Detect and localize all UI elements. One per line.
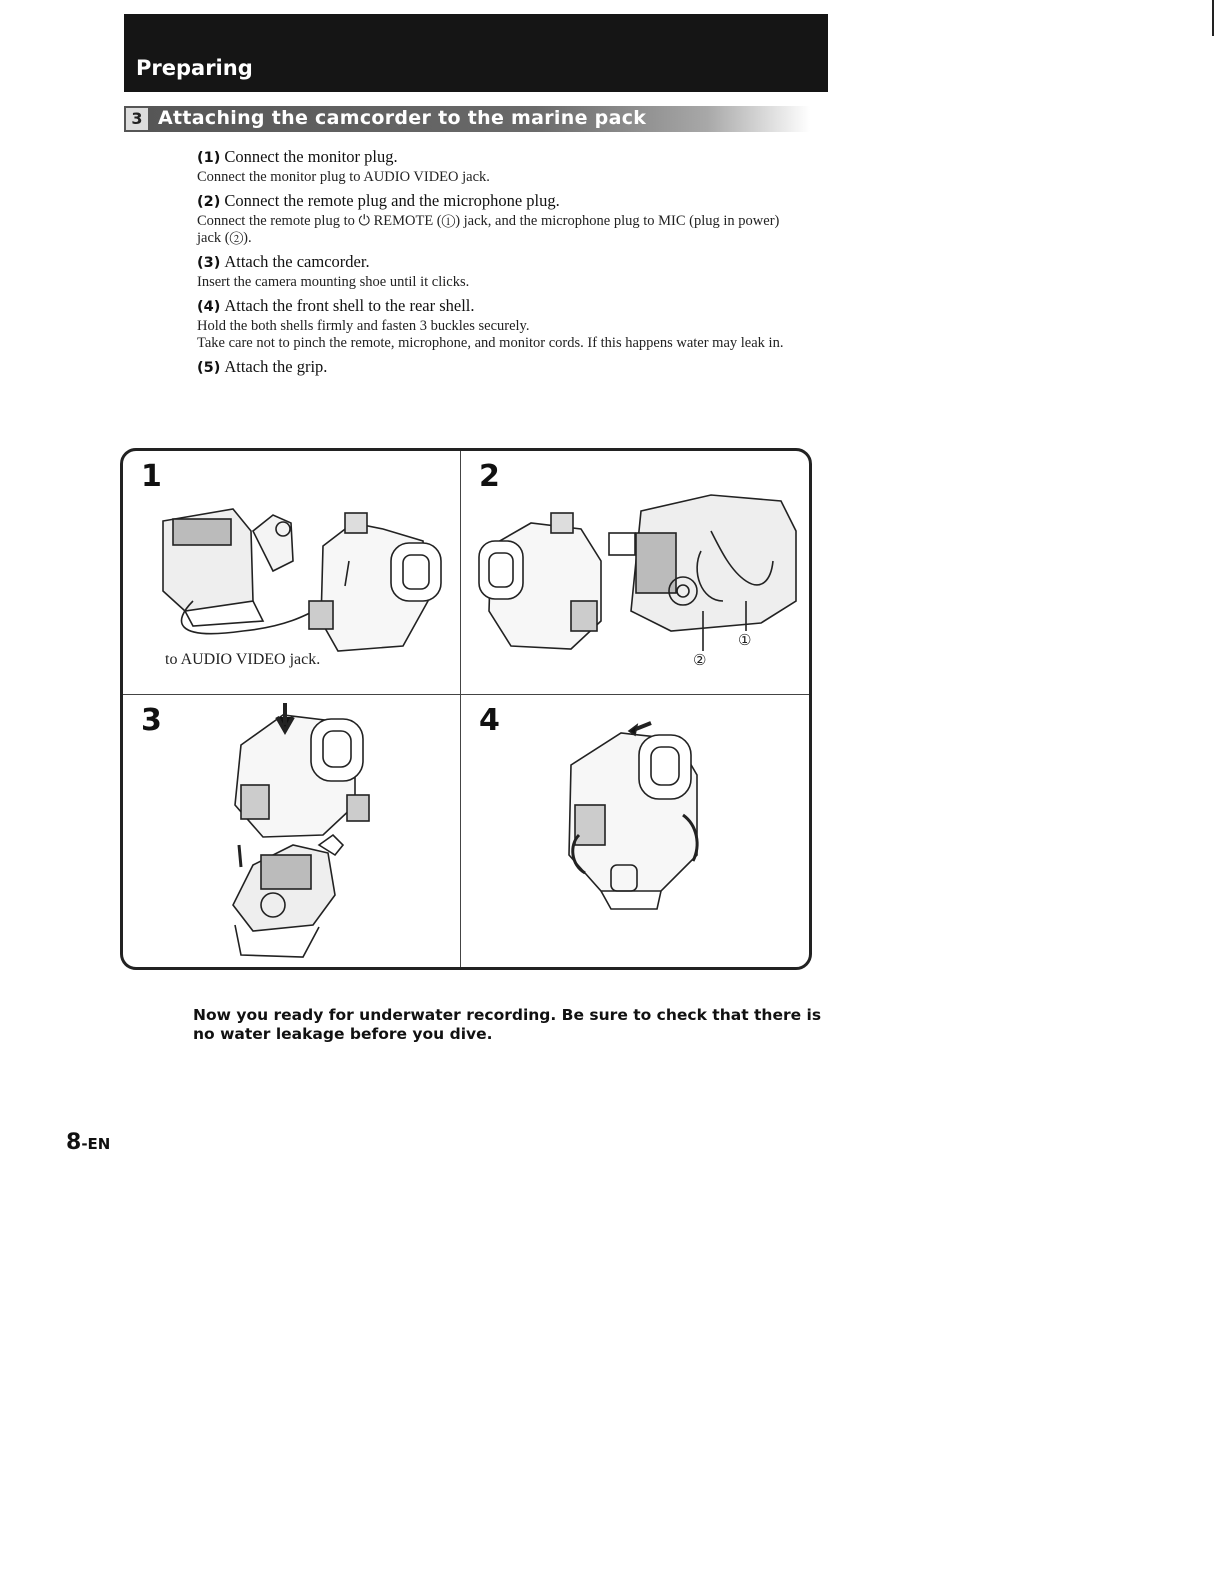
step-number: (1) — [197, 150, 221, 166]
step-number: (4) — [197, 299, 221, 315]
page-number — [66, 1130, 110, 1155]
step-heading: Attach the front shell to the rear shell. — [224, 296, 475, 315]
page-number-value: 8 — [66, 1130, 82, 1155]
step-5 — [197, 356, 797, 379]
panel-number: 2 — [479, 459, 500, 494]
illustration-figure — [120, 448, 812, 970]
step-detail: Hold the both shells firmly and fasten 3 buckles securely. — [197, 318, 530, 334]
panel-number: 1 — [141, 459, 162, 494]
corner-registration-mark — [1212, 0, 1214, 36]
callout-1: ① — [738, 633, 752, 649]
panel-3 — [123, 695, 460, 967]
subsection-title-band — [124, 106, 810, 132]
step-3 — [197, 251, 797, 291]
step-detail: Insert the camera mounting shoe until it clicks. — [197, 274, 470, 290]
fasten-shells-illustration — [461, 695, 812, 967]
step-detail: Connect the remote plug to ⏻ REMOTE (①) jack, and the microphone plug to MIC (plug in power) jack (②). — [197, 213, 780, 246]
chapter-title: Preparing — [136, 56, 253, 80]
step-heading: Attach the camcorder. — [224, 252, 370, 271]
step-heading: Connect the remote plug and the microphone plug. — [224, 191, 560, 210]
ready-note: Now you ready for underwater recording. Be sure to check that there is no water leakage before you dive. — [193, 1006, 822, 1043]
callout-2: ② — [693, 653, 707, 669]
panel-number: 4 — [479, 703, 500, 738]
panel-1 — [123, 451, 460, 694]
page-number-suffix: -EN — [81, 1135, 111, 1153]
step-number: (3) — [197, 255, 221, 271]
section-header-band — [124, 14, 828, 92]
instruction-steps — [197, 146, 797, 383]
step-heading: Connect the monitor plug. — [224, 147, 398, 166]
subsection-title: Attaching the camcorder to the marine pack — [158, 107, 647, 129]
attach-camcorder-illustration — [123, 695, 460, 967]
step-heading: Attach the grip. — [224, 357, 328, 376]
panel-caption: to AUDIO VIDEO jack. — [165, 651, 321, 668]
step-1 — [197, 146, 797, 186]
step-detail: Take care not to pinch the remote, microphone, and monitor cords. If this happens water may leak in. — [197, 335, 784, 351]
step-number: (5) — [197, 360, 221, 376]
panel-number: 3 — [141, 703, 162, 738]
step-detail: Connect the monitor plug to AUDIO VIDEO jack. — [197, 169, 490, 185]
panel-4 — [461, 695, 812, 967]
step-4 — [197, 295, 797, 352]
panel-2 — [461, 451, 812, 694]
subsection-number: 3 — [126, 108, 148, 130]
step-number: (2) — [197, 194, 221, 210]
step-2 — [197, 190, 797, 247]
remote-mic-plug-illustration — [461, 451, 812, 694]
